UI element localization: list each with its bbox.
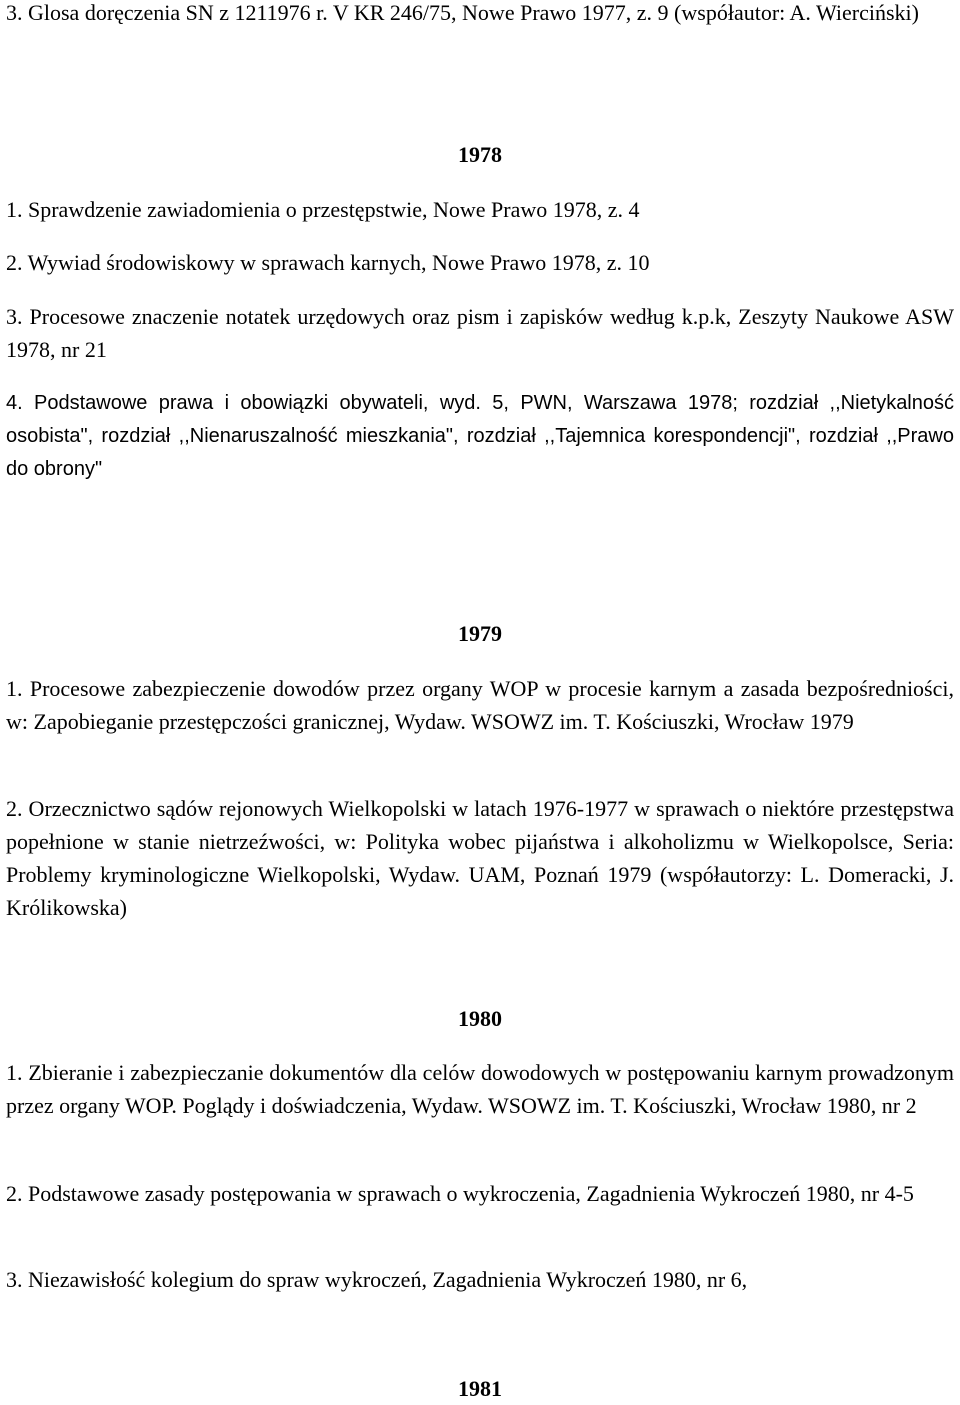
year-heading-1980: 1980	[458, 1006, 502, 1031]
entry-1980-1: 1. Zbieranie i zabezpieczanie dokumentów dla celów dowodowych w postępowaniu karnym prowadzonym przez organy WOP. Poglądy i doświadczenia, Wydaw. WSOWZ im. T. Kościuszki, Wrocław 1980, nr 2	[6, 1060, 954, 1118]
entry-1978-4: 4. Podstawowe prawa i obowiązki obywateli, wyd. 5, PWN, Warszawa 1978; rozdział ,,Nietykalność osobista", rozdział ,,Nienaruszalność mieszkania", rozdział ,,Tajemnica korespondencji", rozdział ,,Prawo do obrony"	[6, 392, 954, 480]
entry-1978-1: 1. Sprawdzenie zawiadomienia o przestępstwie, Nowe Prawo 1978, z. 4	[6, 197, 640, 222]
entry-1979-2: 2. Orzecznictwo sądów rejonowych Wielkopolski w latach 1976-1977 w sprawach o niektóre przestępstwa popełnione w stanie nietrzeźwości, w: Polityka wobec pijaństwa i alkoholizmu w Wielkopolsce, Seria: Problemy kryminologiczne Wielkopolski, Wydaw. UAM, Poznań 1979 (współautorzy: L. Domeracki, J. Królikowska)	[6, 796, 954, 920]
entry-1978-2: 2. Wywiad środowiskowy w sprawach karnych, Nowe Prawo 1978, z. 10	[6, 250, 650, 275]
entry-1979-1: 1. Procesowe zabezpieczenie dowodów przez organy WOP w procesie karnym a zasada bezpośredniości, w: Zapobieganie przestępczości granicznej, Wydaw. WSOWZ im. T. Kościuszki, Wrocław 1979	[6, 676, 954, 734]
entry-1978-3: 3. Procesowe znaczenie notatek urzędowych oraz pism i zapisków według k.p.k, Zeszyty Naukowe ASW 1978, nr 21	[6, 304, 954, 362]
entry-1980-3: 3. Niezawisłość kolegium do spraw wykroczeń, Zagadnienia Wykroczeń 1980, nr 6,	[6, 1267, 748, 1292]
year-heading-1978: 1978	[458, 142, 502, 167]
entry-1980-2: 2. Podstawowe zasady postępowania w sprawach o wykroczenia, Zagadnienia Wykroczeń 1980, nr 4-5	[6, 1181, 914, 1206]
entry-1977-3: 3. Glosa doręczenia SN z 1211976 r. V KR 246/75, Nowe Prawo 1977, z. 9 (współautor: A. Wierciński)	[6, 0, 919, 25]
year-heading-1979: 1979	[458, 621, 502, 646]
year-heading-1981: 1981	[458, 1376, 502, 1401]
